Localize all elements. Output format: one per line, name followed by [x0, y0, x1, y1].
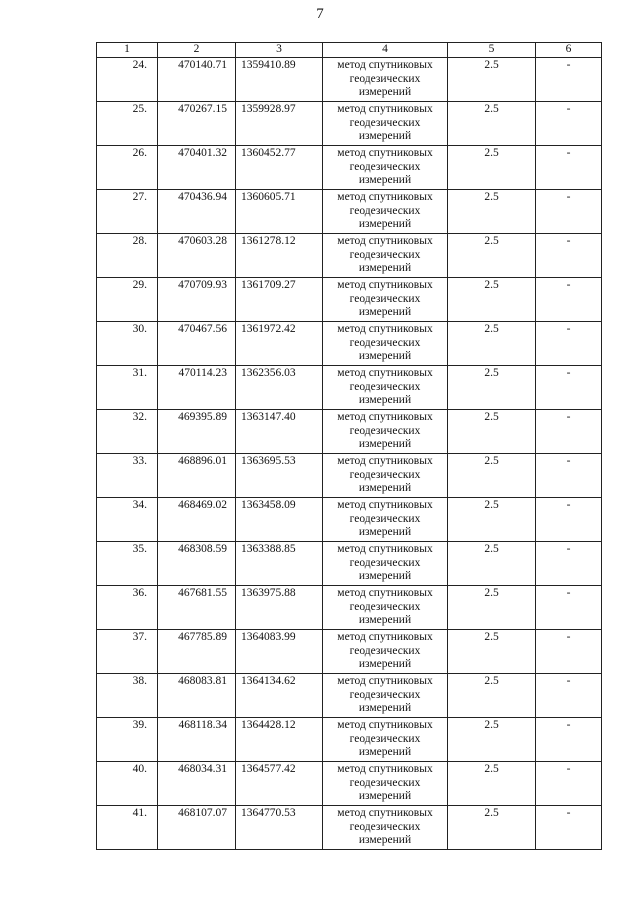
x-coordinate-cell: 468308.59 — [158, 542, 236, 586]
x-coordinate-cell: 468107.07 — [158, 806, 236, 850]
table-header — [97, 43, 602, 58]
table-row — [97, 674, 602, 718]
header-col-6: 6 — [536, 43, 602, 58]
point-number-cell: 33. — [97, 454, 158, 498]
x-coordinate-cell: 468034.31 — [158, 762, 236, 806]
accuracy-cell: 2.5 — [448, 454, 536, 498]
accuracy-cell: 2.5 — [448, 498, 536, 542]
method-cell: метод спутниковых геодезических измерений — [323, 674, 448, 718]
point-number-cell: 24. — [97, 58, 158, 102]
table-row — [97, 454, 602, 498]
point-number-cell: 35. — [97, 542, 158, 586]
y-coordinate-cell: 1360452.77 — [236, 146, 323, 190]
accuracy-cell: 2.5 — [448, 190, 536, 234]
point-number-cell: 30. — [97, 322, 158, 366]
point-number-cell: 31. — [97, 366, 158, 410]
accuracy-cell: 2.5 — [448, 234, 536, 278]
coordinates-table — [96, 42, 602, 850]
method-cell: метод спутниковых геодезических измерений — [323, 718, 448, 762]
table-row — [97, 234, 602, 278]
y-coordinate-cell: 1363147.40 — [236, 410, 323, 454]
table-row — [97, 542, 602, 586]
table-body — [97, 58, 602, 850]
description-cell: - — [536, 322, 602, 366]
y-coordinate-cell: 1364083.99 — [236, 630, 323, 674]
accuracy-cell: 2.5 — [448, 102, 536, 146]
header-col-5: 5 — [448, 43, 536, 58]
description-cell: - — [536, 278, 602, 322]
header-col-2: 2 — [158, 43, 236, 58]
page-number: 7 — [316, 6, 324, 22]
header-row — [97, 43, 602, 58]
description-cell: - — [536, 366, 602, 410]
y-coordinate-cell: 1361709.27 — [236, 278, 323, 322]
x-coordinate-cell: 467681.55 — [158, 586, 236, 630]
x-coordinate-cell: 468896.01 — [158, 454, 236, 498]
description-cell: - — [536, 234, 602, 278]
x-coordinate-cell: 468083.81 — [158, 674, 236, 718]
method-cell: метод спутниковых геодезических измерений — [323, 366, 448, 410]
table-row — [97, 718, 602, 762]
y-coordinate-cell: 1359410.89 — [236, 58, 323, 102]
table-row — [97, 190, 602, 234]
y-coordinate-cell: 1363695.53 — [236, 454, 323, 498]
accuracy-cell: 2.5 — [448, 146, 536, 190]
accuracy-cell: 2.5 — [448, 58, 536, 102]
y-coordinate-cell: 1361972.42 — [236, 322, 323, 366]
description-cell: - — [536, 762, 602, 806]
table-row — [97, 58, 602, 102]
accuracy-cell: 2.5 — [448, 806, 536, 850]
header-col-3: 3 — [236, 43, 323, 58]
method-cell: метод спутниковых геодезических измерений — [323, 586, 448, 630]
method-cell: метод спутниковых геодезических измерений — [323, 234, 448, 278]
description-cell: - — [536, 410, 602, 454]
point-number-cell: 34. — [97, 498, 158, 542]
method-cell: метод спутниковых геодезических измерений — [323, 454, 448, 498]
accuracy-cell: 2.5 — [448, 586, 536, 630]
description-cell: - — [536, 498, 602, 542]
point-number-cell: 38. — [97, 674, 158, 718]
point-number-cell: 40. — [97, 762, 158, 806]
y-coordinate-cell: 1364428.12 — [236, 718, 323, 762]
table-row — [97, 278, 602, 322]
y-coordinate-cell: 1364134.62 — [236, 674, 323, 718]
description-cell: - — [536, 146, 602, 190]
description-cell: - — [536, 674, 602, 718]
method-cell: метод спутниковых геодезических измерений — [323, 58, 448, 102]
y-coordinate-cell: 1361278.12 — [236, 234, 323, 278]
x-coordinate-cell: 468469.02 — [158, 498, 236, 542]
description-cell: - — [536, 806, 602, 850]
header-col-1: 1 — [97, 43, 158, 58]
description-cell: - — [536, 58, 602, 102]
y-coordinate-cell: 1364770.53 — [236, 806, 323, 850]
x-coordinate-cell: 467785.89 — [158, 630, 236, 674]
table-row — [97, 322, 602, 366]
method-cell: метод спутниковых геодезических измерений — [323, 322, 448, 366]
accuracy-cell: 2.5 — [448, 410, 536, 454]
method-cell: метод спутниковых геодезических измерений — [323, 542, 448, 586]
x-coordinate-cell: 470267.15 — [158, 102, 236, 146]
x-coordinate-cell: 470709.93 — [158, 278, 236, 322]
method-cell: метод спутниковых геодезических измерений — [323, 146, 448, 190]
method-cell: метод спутниковых геодезических измерений — [323, 806, 448, 850]
accuracy-cell: 2.5 — [448, 718, 536, 762]
method-cell: метод спутниковых геодезических измерений — [323, 278, 448, 322]
x-coordinate-cell: 470401.32 — [158, 146, 236, 190]
point-number-cell: 32. — [97, 410, 158, 454]
accuracy-cell: 2.5 — [448, 630, 536, 674]
table-row — [97, 410, 602, 454]
x-coordinate-cell: 470467.56 — [158, 322, 236, 366]
y-coordinate-cell: 1363458.09 — [236, 498, 323, 542]
description-cell: - — [536, 718, 602, 762]
description-cell: - — [536, 542, 602, 586]
accuracy-cell: 2.5 — [448, 322, 536, 366]
table-row — [97, 102, 602, 146]
point-number-cell: 36. — [97, 586, 158, 630]
accuracy-cell: 2.5 — [448, 278, 536, 322]
table-row — [97, 762, 602, 806]
description-cell: - — [536, 630, 602, 674]
method-cell: метод спутниковых геодезических измерений — [323, 410, 448, 454]
x-coordinate-cell: 470436.94 — [158, 190, 236, 234]
description-cell: - — [536, 454, 602, 498]
x-coordinate-cell: 468118.34 — [158, 718, 236, 762]
x-coordinate-cell: 470140.71 — [158, 58, 236, 102]
point-number-cell: 39. — [97, 718, 158, 762]
table-row — [97, 806, 602, 850]
accuracy-cell: 2.5 — [448, 674, 536, 718]
header-col-4: 4 — [323, 43, 448, 58]
method-cell: метод спутниковых геодезических измерений — [323, 498, 448, 542]
point-number-cell: 37. — [97, 630, 158, 674]
y-coordinate-cell: 1360605.71 — [236, 190, 323, 234]
method-cell: метод спутниковых геодезических измерений — [323, 762, 448, 806]
table-row — [97, 366, 602, 410]
accuracy-cell: 2.5 — [448, 762, 536, 806]
accuracy-cell: 2.5 — [448, 542, 536, 586]
x-coordinate-cell: 470114.23 — [158, 366, 236, 410]
y-coordinate-cell: 1364577.42 — [236, 762, 323, 806]
point-number-cell: 41. — [97, 806, 158, 850]
table-row — [97, 630, 602, 674]
method-cell: метод спутниковых геодезических измерений — [323, 190, 448, 234]
table-row — [97, 146, 602, 190]
x-coordinate-cell: 470603.28 — [158, 234, 236, 278]
y-coordinate-cell: 1363975.88 — [236, 586, 323, 630]
y-coordinate-cell: 1363388.85 — [236, 542, 323, 586]
point-number-cell: 26. — [97, 146, 158, 190]
point-number-cell: 28. — [97, 234, 158, 278]
description-cell: - — [536, 586, 602, 630]
x-coordinate-cell: 469395.89 — [158, 410, 236, 454]
point-number-cell: 25. — [97, 102, 158, 146]
point-number-cell: 29. — [97, 278, 158, 322]
table-row — [97, 586, 602, 630]
accuracy-cell: 2.5 — [448, 366, 536, 410]
method-cell: метод спутниковых геодезических измерений — [323, 102, 448, 146]
table-row — [97, 498, 602, 542]
description-cell: - — [536, 102, 602, 146]
method-cell: метод спутниковых геодезических измерений — [323, 630, 448, 674]
description-cell: - — [536, 190, 602, 234]
point-number-cell: 27. — [97, 190, 158, 234]
y-coordinate-cell: 1359928.97 — [236, 102, 323, 146]
y-coordinate-cell: 1362356.03 — [236, 366, 323, 410]
